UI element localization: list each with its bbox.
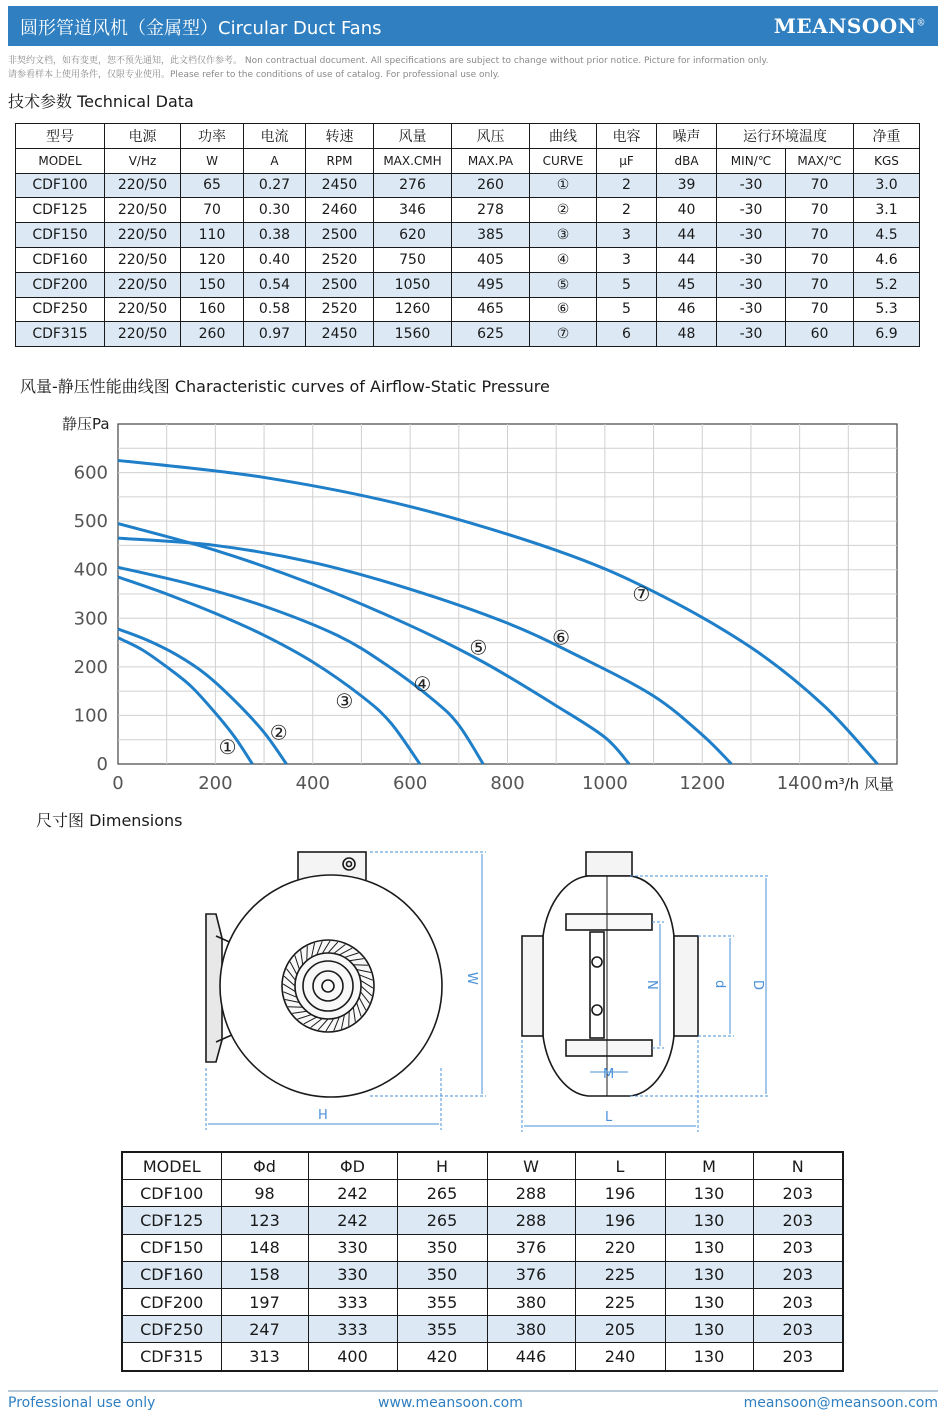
table-cell: 220/50 xyxy=(105,322,181,347)
table-cell: 148 xyxy=(221,1234,308,1261)
table-cell: 242 xyxy=(308,1207,397,1234)
table-cell: 45 xyxy=(657,272,717,297)
table-cell: ⑥ xyxy=(530,297,597,322)
table-cell: 247 xyxy=(221,1316,308,1343)
table-cell: 2500 xyxy=(306,223,374,248)
table-cell: 70 xyxy=(786,247,854,272)
dim-header-cell: Φd xyxy=(221,1152,308,1180)
table-cell: 333 xyxy=(308,1316,397,1343)
table-cell: 203 xyxy=(753,1234,843,1261)
table-cell: 750 xyxy=(374,247,452,272)
table-cell: 288 xyxy=(487,1207,575,1234)
table-cell: -30 xyxy=(717,198,786,223)
table-cell: 197 xyxy=(221,1288,308,1315)
table-cell: 65 xyxy=(181,173,244,198)
table-cell: 625 xyxy=(452,322,530,347)
table-cell: 2 xyxy=(597,173,657,198)
table-cell: 60 xyxy=(786,322,854,347)
series-label: ② xyxy=(269,720,288,745)
impeller-blade xyxy=(307,946,308,961)
y-tick-label: 100 xyxy=(73,705,108,727)
table-cell: 70 xyxy=(181,198,244,223)
table-cell: 385 xyxy=(452,223,530,248)
y-tick-label: 600 xyxy=(73,462,108,484)
table-cell: 288 xyxy=(487,1180,575,1207)
spec-header-cell: A xyxy=(244,148,306,173)
table-cell: -30 xyxy=(717,297,786,322)
spec-header-cell: MAX.PA xyxy=(452,148,530,173)
table-cell: -30 xyxy=(717,322,786,347)
table-cell: 0.27 xyxy=(244,173,306,198)
dim-header-cell: ΦD xyxy=(308,1152,397,1180)
spec-header-cell: dBA xyxy=(657,148,717,173)
table-cell: 150 xyxy=(181,272,244,297)
curves-heading: 风量-静压性能曲线图 Characteristic curves of Airflow-Static Pressure xyxy=(20,377,550,396)
table-cell: 220 xyxy=(575,1234,665,1261)
table-row xyxy=(122,1207,843,1234)
dimension-drawings xyxy=(0,840,946,1140)
table-cell: 3 xyxy=(597,247,657,272)
table-cell: 203 xyxy=(753,1316,843,1343)
table-row xyxy=(16,272,920,297)
spec-header-cn xyxy=(16,124,920,149)
table-cell: 225 xyxy=(575,1288,665,1315)
label-N: N xyxy=(644,980,659,990)
table-row xyxy=(122,1343,843,1371)
table-cell: 220/50 xyxy=(105,223,181,248)
table-cell: 333 xyxy=(308,1288,397,1315)
table-cell: 130 xyxy=(665,1207,753,1234)
spec-header-en xyxy=(16,148,920,173)
x-tick-label: 400 xyxy=(295,773,330,794)
table-row xyxy=(16,322,920,347)
chart-grid xyxy=(118,424,897,764)
table-cell: 70 xyxy=(786,272,854,297)
table-cell: 6.9 xyxy=(854,322,920,347)
dim-header-cell: H xyxy=(397,1152,487,1180)
x-tick-label: 200 xyxy=(198,773,233,794)
series-label: ⑥ xyxy=(552,625,571,650)
dimensions-table xyxy=(121,1151,844,1372)
table-row xyxy=(16,198,920,223)
table-cell: 220/50 xyxy=(105,173,181,198)
spec-header-cell: 噪声 xyxy=(657,124,717,149)
label-W: W xyxy=(464,972,479,985)
table-cell: CDF125 xyxy=(16,198,105,223)
spec-header-cell: KGS xyxy=(854,148,920,173)
table-cell: 465 xyxy=(452,297,530,322)
table-cell: 70 xyxy=(786,297,854,322)
page-title: 圆形管道风机（金属型）Circular Duct Fans xyxy=(20,18,382,39)
dim-header-row xyxy=(122,1152,843,1180)
label-M: M xyxy=(603,1067,615,1082)
footer-website-link[interactable]: www.meansoon.com xyxy=(378,1395,523,1411)
table-cell: 400 xyxy=(308,1343,397,1371)
dim-header-cell: L xyxy=(575,1152,665,1180)
table-cell: ⑦ xyxy=(530,322,597,347)
spec-header-cell: 型号 xyxy=(16,124,105,149)
x-tick-label: 1200 xyxy=(679,773,726,794)
table-cell: 276 xyxy=(374,173,452,198)
table-cell: -30 xyxy=(717,173,786,198)
table-cell: 70 xyxy=(786,198,854,223)
x-tick-label: 0 xyxy=(112,773,124,794)
table-cell: 265 xyxy=(397,1207,487,1234)
table-cell: 6 xyxy=(597,322,657,347)
table-cell: CDF200 xyxy=(16,272,105,297)
table-row xyxy=(16,223,920,248)
table-cell: CDF100 xyxy=(16,173,105,198)
spec-header-cell: 风量 xyxy=(374,124,452,149)
x-tick-label: 1400 xyxy=(776,773,823,794)
table-cell: 1260 xyxy=(374,297,452,322)
table-cell: 346 xyxy=(374,198,452,223)
table-cell: 123 xyxy=(221,1207,308,1234)
spec-header-cell: 电流 xyxy=(244,124,306,149)
spec-header-cell: MODEL xyxy=(16,148,105,173)
table-cell: 203 xyxy=(753,1343,843,1371)
table-cell: 44 xyxy=(657,247,717,272)
table-row xyxy=(122,1261,843,1288)
table-cell: 220/50 xyxy=(105,247,181,272)
table-cell: 5 xyxy=(597,272,657,297)
y-tick-label: 0 xyxy=(96,754,108,775)
spec-header-cell: 运行环境温度 xyxy=(717,124,854,149)
dim-header-cell: MODEL xyxy=(122,1152,221,1180)
table-cell: 220/50 xyxy=(105,198,181,223)
table-cell: 40 xyxy=(657,198,717,223)
table-cell: 278 xyxy=(452,198,530,223)
spec-header-cell: 风压 xyxy=(452,124,530,149)
table-cell: 4.6 xyxy=(854,247,920,272)
series-label: ① xyxy=(218,735,237,759)
table-cell: 5 xyxy=(597,297,657,322)
table-cell: 220/50 xyxy=(105,297,181,322)
dim-header-cell: W xyxy=(487,1152,575,1180)
table-cell: 355 xyxy=(397,1316,487,1343)
table-cell: 196 xyxy=(575,1207,665,1234)
spec-header-cell: 转速 xyxy=(306,124,374,149)
table-cell: 380 xyxy=(487,1288,575,1315)
y-tick-label: 500 xyxy=(73,511,108,533)
table-cell: 130 xyxy=(665,1261,753,1288)
table-row xyxy=(16,247,920,272)
spec-header-cell: MIN/℃ xyxy=(717,148,786,173)
table-cell: 48 xyxy=(657,322,717,347)
table-cell: 4.5 xyxy=(854,223,920,248)
dimensions-heading: 尺寸图 Dimensions xyxy=(36,811,183,830)
impeller-blade xyxy=(353,965,368,966)
table-cell: 158 xyxy=(221,1261,308,1288)
table-cell: 330 xyxy=(308,1261,397,1288)
table-cell: 39 xyxy=(657,173,717,198)
label-L: L xyxy=(605,1110,613,1125)
table-row xyxy=(122,1180,843,1207)
table-cell: 2460 xyxy=(306,198,374,223)
x-tick-label: 600 xyxy=(392,773,428,794)
spec-header-cell: CURVE xyxy=(530,148,597,173)
table-cell: 130 xyxy=(665,1288,753,1315)
table-cell: CDF200 xyxy=(122,1288,221,1315)
table-cell: 0.40 xyxy=(244,247,306,272)
table-cell: 2 xyxy=(597,198,657,223)
airflow-pressure-chart xyxy=(0,400,946,800)
table-cell: -30 xyxy=(717,223,786,248)
table-cell: 376 xyxy=(487,1234,575,1261)
chart-y-axis-label: 静压Pa xyxy=(62,415,110,433)
spec-header-cell: MAX/℃ xyxy=(786,148,854,173)
table-cell: 130 xyxy=(665,1180,753,1207)
y-tick-label: 400 xyxy=(73,559,108,581)
table-cell: 620 xyxy=(374,223,452,248)
chart-ticks xyxy=(74,463,823,794)
dim-header-cell: M xyxy=(665,1152,753,1180)
header-bar xyxy=(8,6,938,46)
disclaimer-line-2: 请参看样本上使用条件，仅限专业使用。Please refer to the conditions of use of catalog. For professional use only. xyxy=(8,70,500,80)
table-cell: 203 xyxy=(753,1207,843,1234)
table-cell: 130 xyxy=(665,1316,753,1343)
table-cell: 242 xyxy=(308,1180,397,1207)
table-cell: 240 xyxy=(575,1343,665,1371)
impeller-blade xyxy=(288,1007,303,1008)
table-cell: ⑤ xyxy=(530,272,597,297)
table-cell: -30 xyxy=(717,247,786,272)
table-cell: 380 xyxy=(487,1316,575,1343)
table-cell: 350 xyxy=(397,1234,487,1261)
table-cell: ② xyxy=(530,198,597,223)
table-cell: 1050 xyxy=(374,272,452,297)
footer-professional-note: Professional use only xyxy=(8,1395,156,1411)
series-label: ④ xyxy=(413,671,432,696)
table-cell: 203 xyxy=(753,1261,843,1288)
table-cell: 130 xyxy=(665,1234,753,1261)
table-cell: 70 xyxy=(786,173,854,198)
front-view-drawing xyxy=(206,852,442,1097)
table-cell: 376 xyxy=(487,1261,575,1288)
table-cell: 120 xyxy=(181,247,244,272)
table-cell: 2450 xyxy=(306,173,374,198)
table-cell: 0.58 xyxy=(244,297,306,322)
table-cell: 2500 xyxy=(306,272,374,297)
dim-header-cell: N xyxy=(753,1152,843,1180)
label-d: d xyxy=(712,980,727,989)
table-cell: 205 xyxy=(575,1316,665,1343)
table-cell: 5.3 xyxy=(854,297,920,322)
table-cell: 260 xyxy=(181,322,244,347)
spec-header-cell: 曲线 xyxy=(530,124,597,149)
table-cell: ① xyxy=(530,173,597,198)
table-cell: 355 xyxy=(397,1288,487,1315)
table-cell: CDF150 xyxy=(122,1234,221,1261)
series-label: ③ xyxy=(335,688,354,713)
table-cell: 350 xyxy=(397,1261,487,1288)
spec-header-cell: 净重 xyxy=(854,124,920,149)
chart-x-axis-label: m³/h 风量 xyxy=(824,775,894,793)
table-cell: 313 xyxy=(221,1343,308,1371)
spec-header-cell: V/Hz xyxy=(105,148,181,173)
brand-name: MEANSOON xyxy=(773,14,917,38)
table-cell: CDF160 xyxy=(16,247,105,272)
table-cell: 405 xyxy=(452,247,530,272)
table-cell: 2520 xyxy=(306,297,374,322)
table-cell: 44 xyxy=(657,223,717,248)
chart-curve-labels xyxy=(219,582,651,759)
spec-header-cell: W xyxy=(181,148,244,173)
brand-mark: ® xyxy=(916,18,926,29)
spec-header-cell: RPM xyxy=(306,148,374,173)
y-tick-label: 300 xyxy=(73,608,108,630)
footer-divider xyxy=(8,1390,938,1392)
table-cell: 420 xyxy=(397,1343,487,1371)
table-cell: 0.54 xyxy=(244,272,306,297)
technical-heading: 技术参数 Technical Data xyxy=(8,92,194,111)
table-cell: CDF150 xyxy=(16,223,105,248)
table-row xyxy=(122,1316,843,1343)
table-row xyxy=(122,1288,843,1315)
table-row xyxy=(122,1234,843,1261)
spec-header-cell: μF xyxy=(597,148,657,173)
table-cell: 98 xyxy=(221,1180,308,1207)
table-cell: -30 xyxy=(717,272,786,297)
label-H: H xyxy=(318,1108,328,1123)
spec-header-cell: 功率 xyxy=(181,124,244,149)
series-line xyxy=(118,538,731,764)
table-cell: CDF250 xyxy=(122,1316,221,1343)
series-label: ⑤ xyxy=(469,635,488,660)
spec-header-cell: 电容 xyxy=(597,124,657,149)
table-cell: 46 xyxy=(657,297,717,322)
chart-lines xyxy=(118,460,878,764)
table-cell: CDF160 xyxy=(122,1261,221,1288)
table-cell: CDF315 xyxy=(122,1343,221,1371)
table-cell: CDF315 xyxy=(16,322,105,347)
table-row xyxy=(16,297,920,322)
table-cell: 2520 xyxy=(306,247,374,272)
table-cell: 160 xyxy=(181,297,244,322)
table-cell: 130 xyxy=(665,1343,753,1371)
label-D: D xyxy=(750,980,765,991)
table-cell: 2450 xyxy=(306,322,374,347)
brand-logo xyxy=(774,14,926,38)
table-cell: 3.1 xyxy=(854,198,920,223)
series-line xyxy=(118,460,878,764)
table-cell: 3.0 xyxy=(854,173,920,198)
spec-header-cell: MAX.CMH xyxy=(374,148,452,173)
table-cell: 220/50 xyxy=(105,272,181,297)
table-cell: 0.97 xyxy=(244,322,306,347)
footer-email-link[interactable]: meansoon@meansoon.com xyxy=(743,1395,938,1411)
table-cell: 446 xyxy=(487,1343,575,1371)
spec-header-cell: 电源 xyxy=(105,124,181,149)
impeller-blade xyxy=(349,1011,350,1026)
table-cell: 225 xyxy=(575,1261,665,1288)
table-cell: 70 xyxy=(786,223,854,248)
x-tick-label: 1000 xyxy=(581,773,628,794)
table-cell: 3 xyxy=(597,223,657,248)
table-row xyxy=(16,173,920,198)
table-cell: CDF100 xyxy=(122,1180,221,1207)
side-view-drawing xyxy=(522,852,698,1096)
table-cell: 260 xyxy=(452,173,530,198)
table-cell: 110 xyxy=(181,223,244,248)
table-cell: 495 xyxy=(452,272,530,297)
table-cell: 5.2 xyxy=(854,272,920,297)
table-cell: CDF125 xyxy=(122,1207,221,1234)
table-cell: 203 xyxy=(753,1288,843,1315)
table-cell: 265 xyxy=(397,1180,487,1207)
disclaimer-line-1: 非契约文档，如有变更，恕不预先通知，此文档仅作参考。 Non contractual document. All specifications are subject to change without prior notice. Picture for information only. xyxy=(8,56,769,66)
series-label: ⑦ xyxy=(632,582,651,606)
y-tick-label: 200 xyxy=(73,656,108,678)
table-cell: 203 xyxy=(753,1180,843,1207)
table-cell: CDF250 xyxy=(16,297,105,322)
table-cell: 330 xyxy=(308,1234,397,1261)
technical-data-table xyxy=(15,123,920,347)
table-cell: 0.30 xyxy=(244,198,306,223)
x-tick-label: 800 xyxy=(490,773,525,794)
table-cell: 196 xyxy=(575,1180,665,1207)
table-cell: 1560 xyxy=(374,322,452,347)
table-cell: ③ xyxy=(530,223,597,248)
table-cell: ④ xyxy=(530,247,597,272)
table-cell: 0.38 xyxy=(244,223,306,248)
